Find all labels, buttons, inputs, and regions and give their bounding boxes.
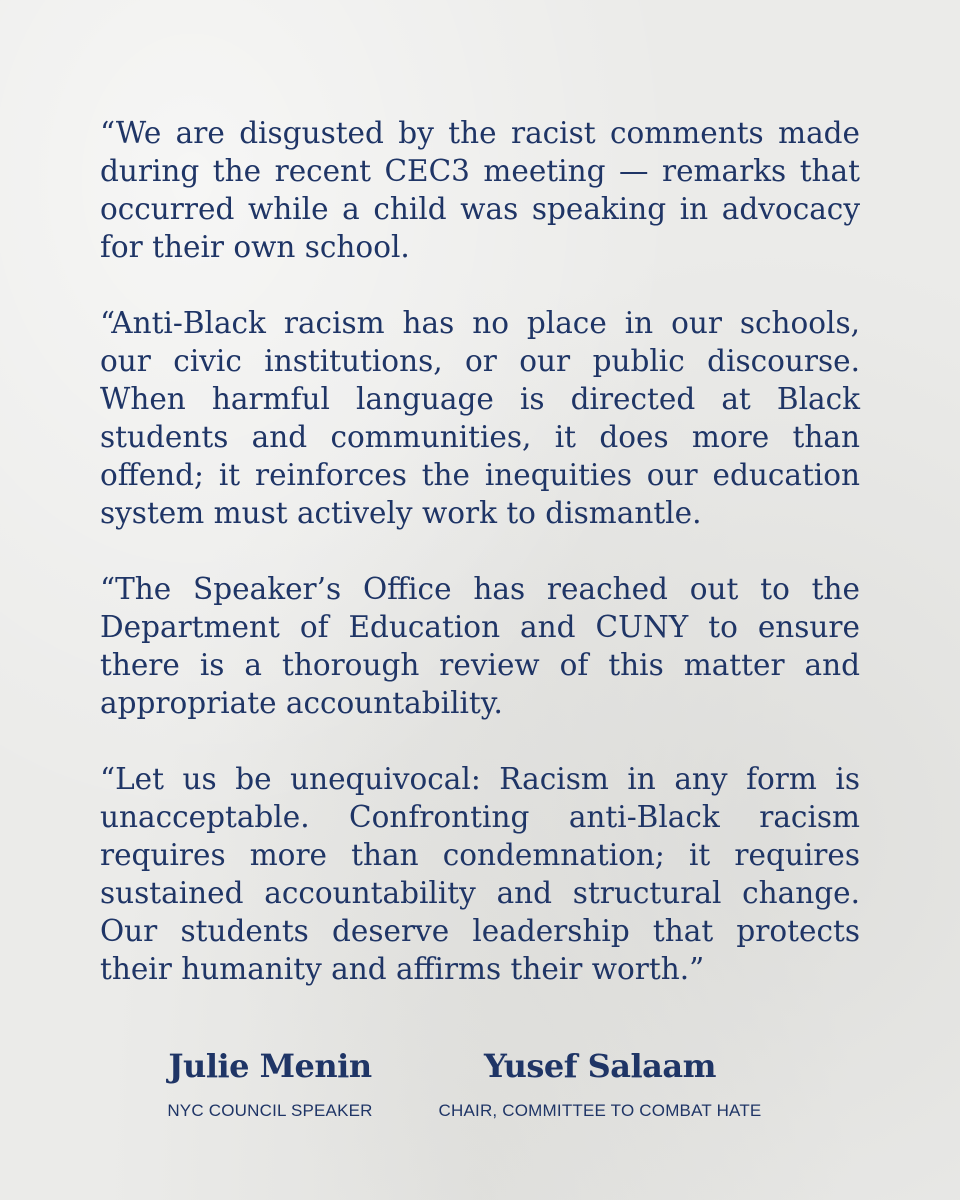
statement-paragraph-2: “Anti-Black racism has no place in our schools, our civic institutions, or our public discourse. When harmful language is directed at Black students and communities, it does more than offend; it reinforces the inequities our education system must actively work to dismantle.: [100, 306, 860, 530]
statement-paragraph-4: “Let us be unequivocal: Racism in any form is unacceptable. Confronting anti-Black racism requires more than condemnation; it requires sustained accountability and structural change. Our students deserve leadership that protects their humanity and affirms their worth.”: [100, 762, 860, 986]
signatory-title: CHAIR, COMMITTEE TO COMBAT HATE: [438, 1101, 762, 1120]
signature-block-chair: [430, 1046, 770, 1122]
signatory-name: Yusef Salaam: [484, 1047, 716, 1085]
statement-paragraph-1: “We are disgusted by the racist comments made during the recent CEC3 meeting — remarks that occurred while a child was speaking in advocacy for their own school.: [100, 116, 860, 264]
statement-paragraph-3: “The Speaker’s Office has reached out to the Department of Education and CUNY to ensure there is a thorough review of this matter and appropriate accountability.: [100, 572, 860, 720]
signature-block-speaker: [150, 1046, 390, 1122]
signatory-name: Julie Menin: [168, 1047, 372, 1085]
statement-body: [100, 114, 860, 1026]
signatory-title: NYC COUNCIL SPEAKER: [167, 1101, 373, 1120]
